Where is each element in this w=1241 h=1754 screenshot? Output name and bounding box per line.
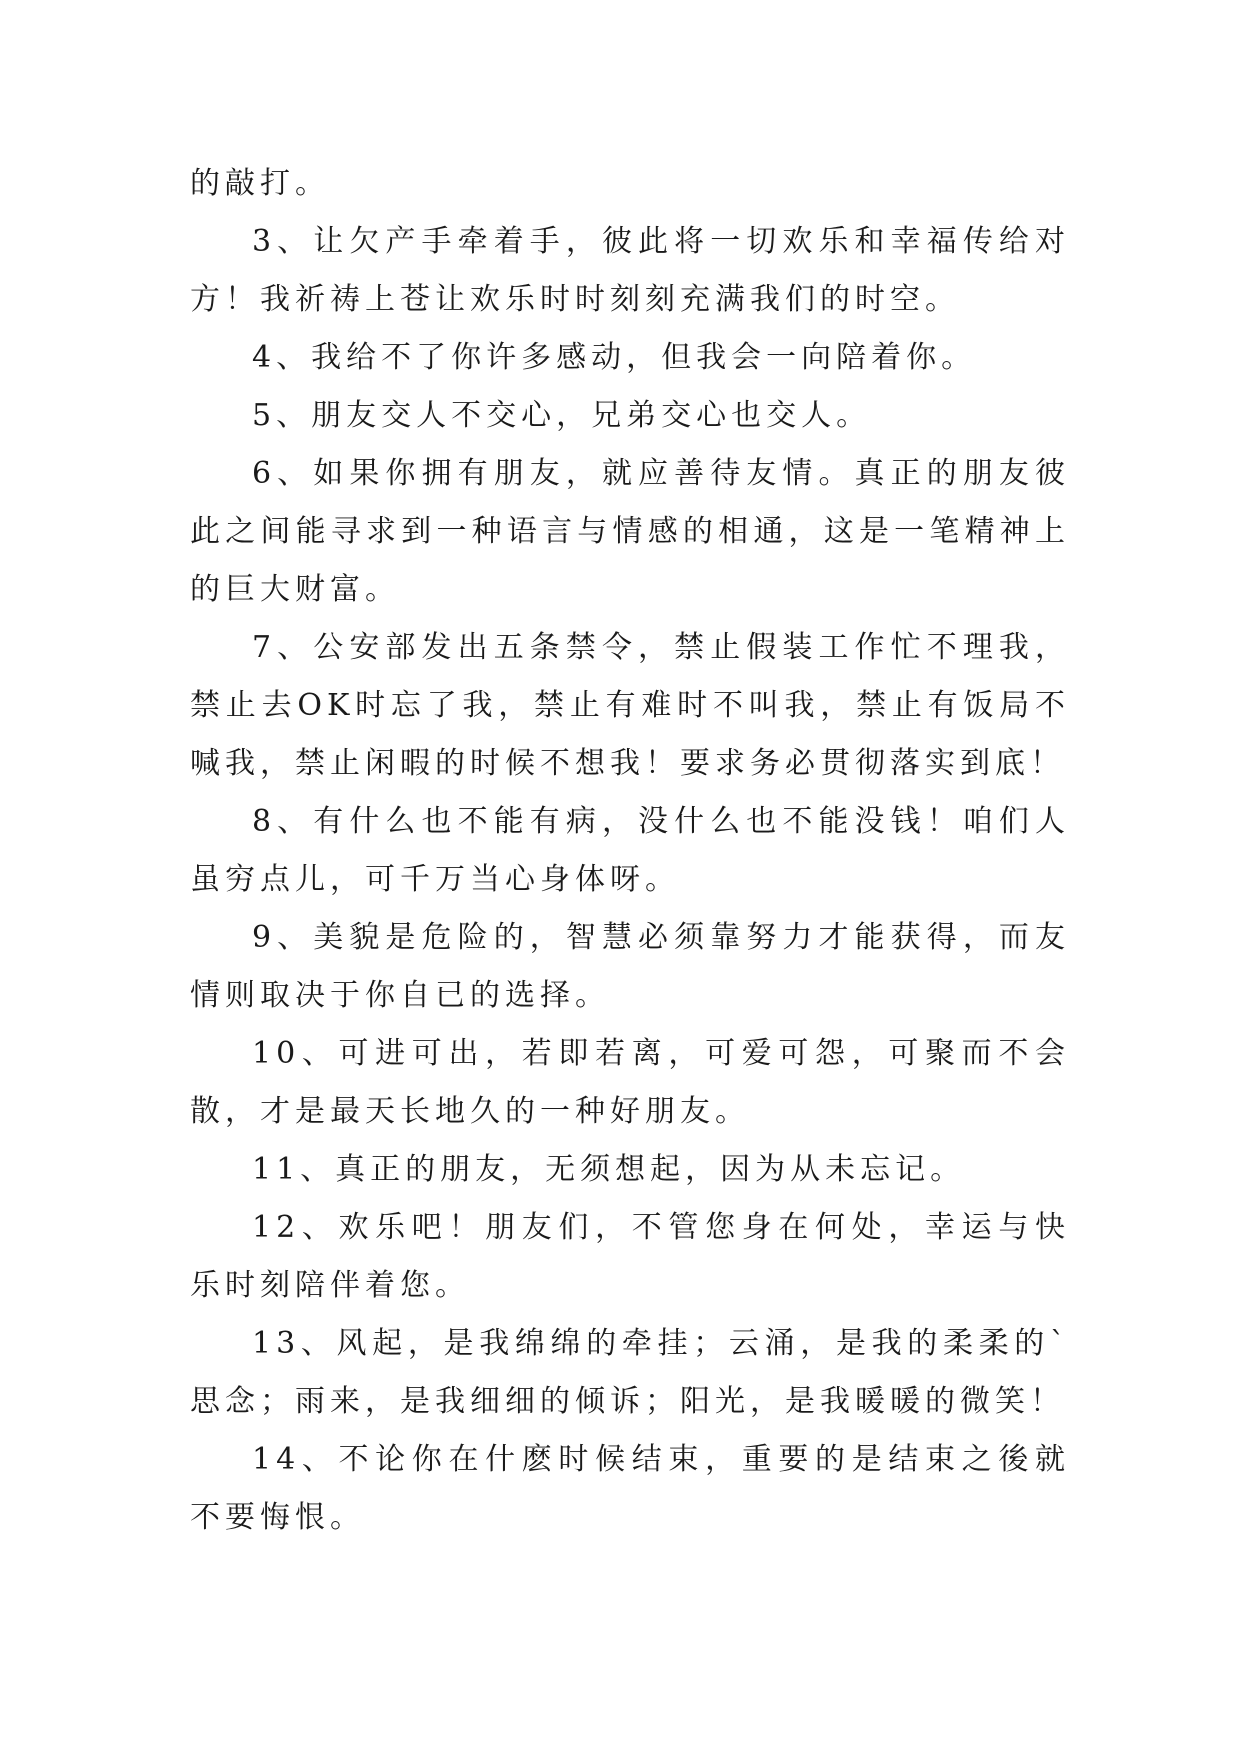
document-body	[190, 155, 1070, 1547]
paragraph-continuation: 的敲打。	[190, 166, 330, 201]
paragraph-item-4: 4、我给不了你许多感动，但我会一向陪着你。	[252, 340, 977, 375]
paragraph-item-6: 6、如果你拥有朋友，就应善待友情。真正的朋友彼此之间能寻求到一种语言与情感的相通，这是一笔精神上的巨大财富。	[190, 456, 1070, 607]
paragraph-item-14: 14、不论你在什麽时候结束，重要的是结束之後就不要悔恨。	[190, 1442, 1070, 1535]
paragraph-item-8: 8、有什么也不能有病，没什么也不能没钱！咱们人虽穷点儿，可千万当心身体呀。	[190, 804, 1070, 897]
paragraph-item-3: 3、让欠产手牵着手，彼此将一切欢乐和幸福传给对方！我祈祷上苍让欢乐时时刻刻充满我们的时空。	[190, 224, 1070, 317]
paragraph-item-12: 12、欢乐吧！朋友们，不管您身在何处，幸运与快乐时刻陪伴着您。	[190, 1210, 1070, 1303]
paragraph-item-11: 11、真正的朋友，无须想起，因为从未忘记。	[252, 1152, 966, 1187]
paragraph-item-9: 9、美貌是危险的，智慧必须靠努力才能获得，而友情则取决于你自已的选择。	[190, 920, 1070, 1013]
paragraph-item-10: 10、可进可出，若即若离，可爱可怨，可聚而不会散，才是最天长地久的一种好朋友。	[190, 1036, 1070, 1129]
paragraph-item-5: 5、朋友交人不交心，兄弟交心也交人。	[252, 398, 872, 433]
paragraph-item-7: 7、公安部发出五条禁令，禁止假装工作忙不理我，禁止去OK时忘了我，禁止有难时不叫我，禁止有饭局不喊我，禁止闲暇的时候不想我！要求务必贯彻落实到底！	[190, 630, 1070, 781]
paragraph-item-13: 13、风起，是我绵绵的牵挂；云涌，是我的柔柔的`思念；雨来，是我细细的倾诉；阳光，是我暖暖的微笑！	[190, 1326, 1070, 1419]
